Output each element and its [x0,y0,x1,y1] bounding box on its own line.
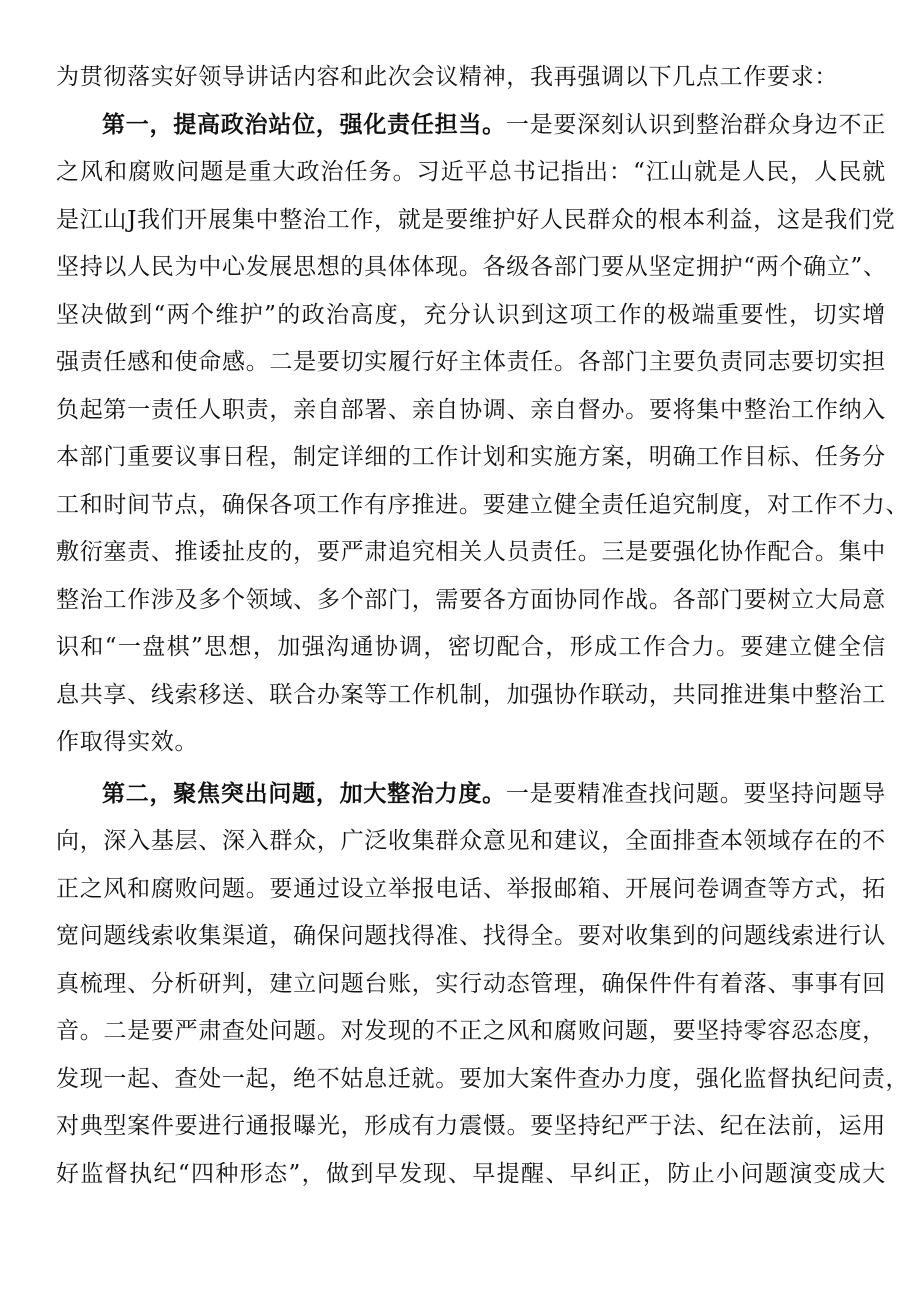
section1-first-line [56,102,886,150]
section1-line: 之风和腐败问题是重大政治任务。习近平总书记指出：“江山就是人民，人民就 [56,159,886,185]
section2-line: 发现一起、查处一起，绝不姑息迁就。要加大案件查办力度，强化监督执纪问责， [56,1065,910,1092]
section1-heading: 第一，提高政治站位，强化责任担当。 [102,111,506,138]
section1-line: 息共享、线索移送、联合办案等工作机制，加强协作联动，共同推进集中整治工 [56,681,886,708]
section2-line: 好监督执纪“四种形态”，做到早发现、早提醒、早纠正，防止小问题演变成大 [56,1160,886,1187]
section1-last-line: 作取得实效。 [56,729,199,755]
intro-paragraph: 为贯彻落实好领导讲话内容和此次会议精神，我再强调以下几点工作要求： [56,64,839,90]
section1-line: 负起第一责任人职责，亲自部署、亲自协调、亲自督办。要将集中整治工作纳入 [56,396,886,423]
section2-first-line [56,771,886,819]
section1-line: 是江山J我们开展集中整治工作，就是要维护好人民群众的根本利益，这是我们党 [56,206,896,233]
section1-line: 敷衍塞责、推诿扯皮的，要严肃追究相关人员责任。三是要强化协作配合。集中 [56,539,886,565]
section2-line: 音。二是要严肃查处问题。对发现的不正之风和腐败问题，要坚持零容忍态度， [56,1018,886,1044]
section1-first-line-text: 一是要深刻认识到整治群众身边不正 [505,111,886,138]
section1-line: 整治工作涉及多个领域、多个部门，需要各方面协同作战。各部门要树立大局意 [56,586,886,613]
section2-line: 向，深入基层、深入群众，广泛收集群众意见和建议，全面排查本领域存在的不 [56,828,886,854]
section2-line: 宽问题线索收集渠道，确保问题找得准、找得全。要对收集到的问题线索进行认 [56,923,886,949]
section2-line: 正之风和腐败问题。要通过设立举报电话、举报邮箱、开展问卷调查等方式，拓 [56,875,886,902]
section1-line: 强责任感和使命感。二是要切实履行好主体责任。各部门主要负责同志要切实担 [56,349,886,375]
document-body [56,54,910,1198]
section2-line: 真梳理、分析研判，建立问题台账，实行动态管理，确保件件有着落、事事有回 [56,970,886,997]
section1-line: 坚持以人民为中心发展思想的具体体现。各级各部门要从坚定拥护“两个确立”、 [56,254,887,280]
section2-line: 对典型案件要进行通报曝光，形成有力震慑。要坚持纪严于法、纪在法前，运用 [56,1113,886,1139]
section2-first-line-text: 一是要精准查找问题。要坚持问题导 [505,780,886,807]
section1-line: 坚决做到“两个维护”的政治高度，充分认识到这项工作的极端重要性，切实增 [56,301,886,328]
section1-line: 本部门重要议事日程，制定详细的工作计划和实施方案，明确工作目标、任务分 [56,444,886,470]
section1-line: 识和“一盘棋”思想，加强沟通协调，密切配合，形成工作合力。要建立健全信 [56,634,886,660]
section2-heading: 第二，聚焦突出问题，加大整治力度。 [102,780,506,807]
section1-line: 工和时间节点，确保各项工作有序推进。要建立健全责任追究制度，对工作不力、 [56,491,910,518]
